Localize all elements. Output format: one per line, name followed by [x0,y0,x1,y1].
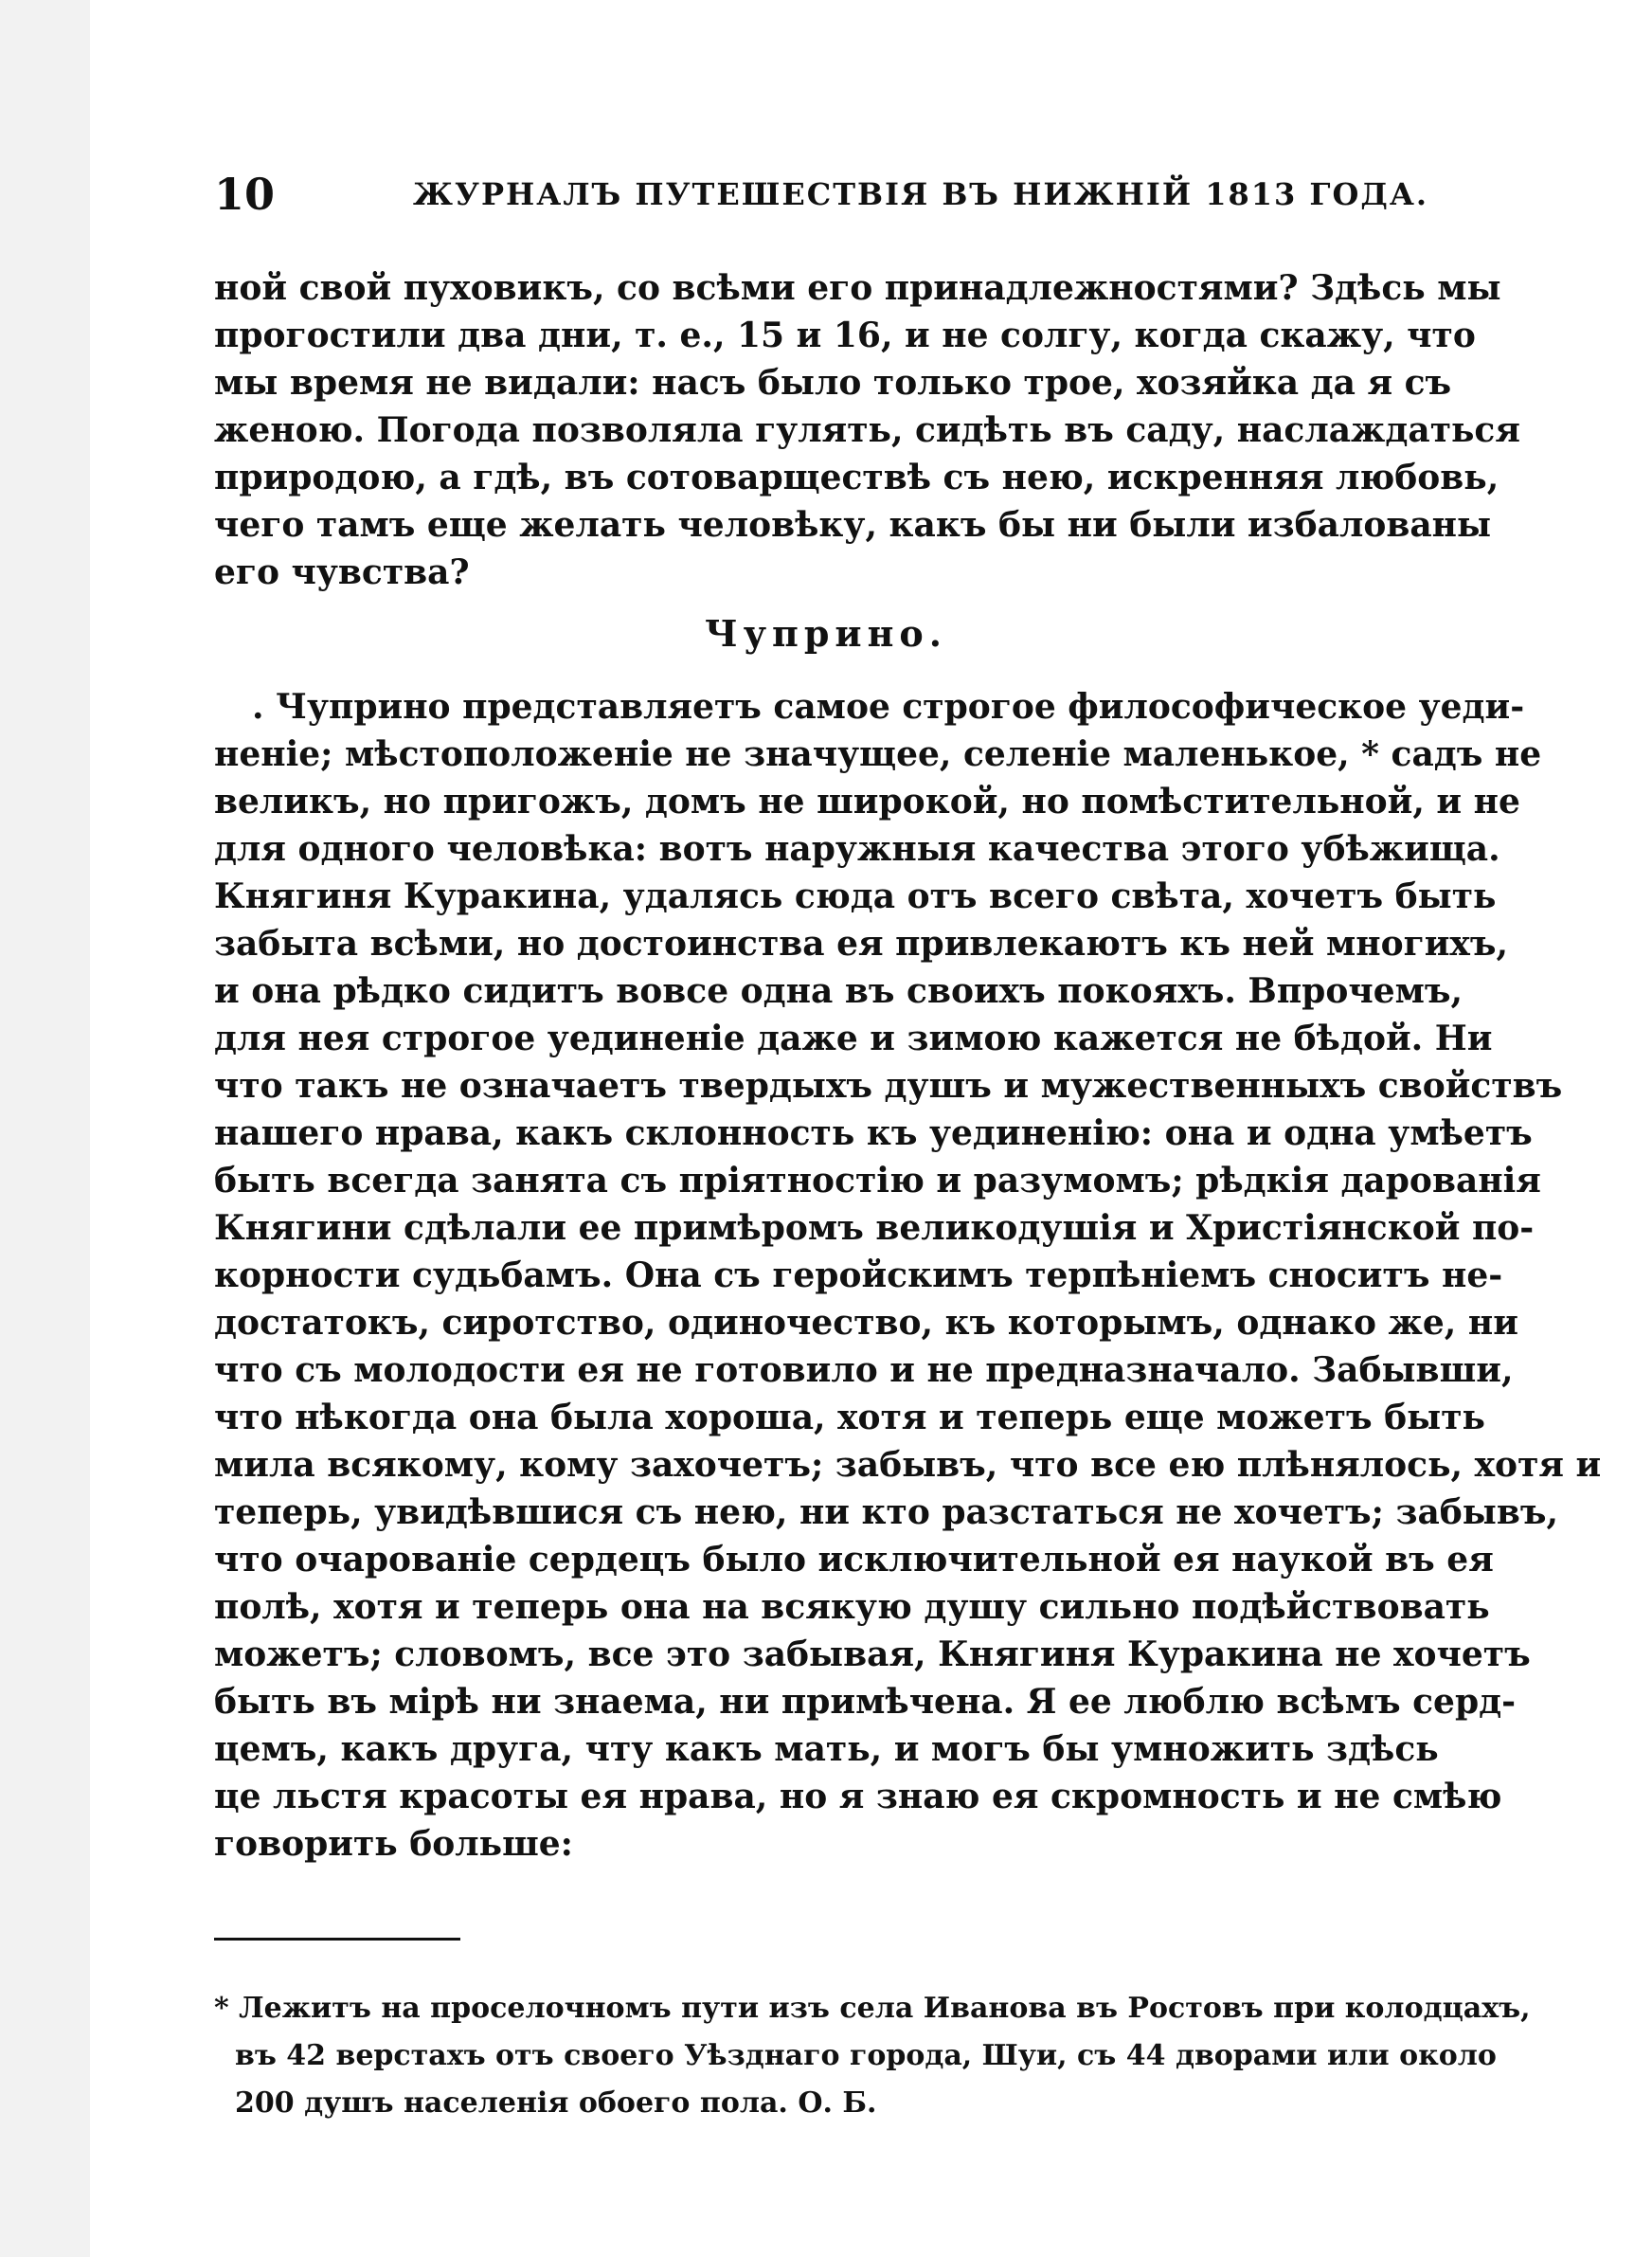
text-line: что нѣкогда она была хороша, хотя и теперь еще можетъ быть [214,1398,1485,1437]
text-line: женою. Погода позволяла гулять, сидѣть въ саду, наслаждаться [214,410,1520,450]
text-line: . Чуприно представляетъ самое строгое философическое уеди- [252,687,1525,727]
text-line: корности судьбамъ. Она съ геройскимъ терпѣніемъ сноситъ не- [214,1255,1503,1295]
text-line: Княгини сдѣлали ее примѣромъ великодушія и Христіянской по- [214,1208,1535,1248]
text-line: забыта всѣми, но достоинства ея привлекаютъ къ ней многихъ, [214,924,1509,964]
text-line: для нея строгое уединеніе даже и зимою кажется не бѣдой. Ни [214,1019,1493,1058]
section-title: Чуприно. [705,612,947,655]
text-line: можетъ; словомъ, все это забывая, Княгиня Куракина не хочетъ [214,1634,1531,1674]
text-line: ной свой пуховикъ, со всѣми его принадлежностями? Здѣсь мы [214,268,1501,308]
text-line: его чувства? [214,552,470,592]
running-title: ЖУРНАЛЪ ПУТЕШЕСТВІЯ ВЪ НИЖНІЙ 1813 ГОДА. [413,176,1429,212]
text-line: достатокъ, сиротство, одиночество, къ которымъ, однако же, ни [214,1303,1518,1343]
text-line: что такъ не означаетъ твердыхъ душъ и мужественныхъ свойствъ [214,1066,1563,1106]
text-line: что очарованіе сердецъ было исключительной ея наукой въ ея [214,1540,1494,1580]
text-line: полѣ, хотя и теперь она на всякую душу сильно подѣйствовать [214,1587,1490,1627]
footnote-divider [214,1938,460,1941]
text-line: чего тамъ еще желать человѣку, какъ бы ни были избалованы [214,505,1492,545]
text-line: быть въ мірѣ ни знаема, ни примѣчена. Я ее люблю всѣмъ серд- [214,1682,1517,1722]
footnote-line: * Лежитъ на проселочномъ пути изъ села Иванова въ Ростовъ при колодцахъ, [214,1992,1531,2025]
text-line: быть всегда занята съ пріятностію и разумомъ; рѣдкія дарованія [214,1161,1541,1201]
text-line: что съ молодости ея не готовило и не предназначало. Забывши, [214,1350,1514,1390]
text-line: великъ, но пригожъ, домъ не широкой, но помѣстительной, и не [214,782,1520,822]
text-line: це льстя красоты ея нрава, но я знаю ея скромность и не смѣю [214,1777,1502,1816]
text-line: цемъ, какъ друга, чту какъ мать, и могъ бы умножить здѣсь [214,1729,1439,1769]
text-line: природою, а гдѣ, въ сотоварществѣ съ нею, искренняя любовь, [214,458,1499,497]
text-line: нашего нрава, какъ склонность къ уединенію: она и одна умѣетъ [214,1113,1533,1153]
footnote-line: въ 42 верстахъ отъ своего Уѣзднаго города, Шуи, съ 44 дворами или около [235,2039,1497,2072]
text-line: и она рѣдко сидитъ вовсе одна въ своихъ покояхъ. Впрочемъ, [214,971,1463,1011]
footnote-line: 200 душъ населенія обоего пола. О. Б. [235,2086,877,2120]
page-header [214,169,1429,220]
text-line: мила всякому, кому захочетъ; забывъ, что все ею плѣнялось, хотя и [214,1445,1602,1485]
text-line: неніе; мѣстоположеніе не значущее, селеніе маленькое, * садъ не [214,734,1542,774]
text-line: прогостили два дни, т. е., 15 и 16, и не солгу, когда скажу, что [214,316,1476,355]
text-line: для одного человѣка: вотъ наружныя качества этого убѣжища. [214,829,1500,869]
text-line: мы время не видали: насъ было только трое, хозяйка да я съ [214,363,1452,403]
page-edge-shadow [0,0,90,2257]
text-line: говорить больше: [214,1824,573,1864]
page-number: 10 [214,169,276,220]
text-line: Княгиня Куракина, удалясь сюда отъ всего свѣта, хочетъ быть [214,876,1497,916]
text-line: теперь, увидѣвшися съ нею, ни кто разстаться не хочетъ; забывъ, [214,1492,1559,1532]
